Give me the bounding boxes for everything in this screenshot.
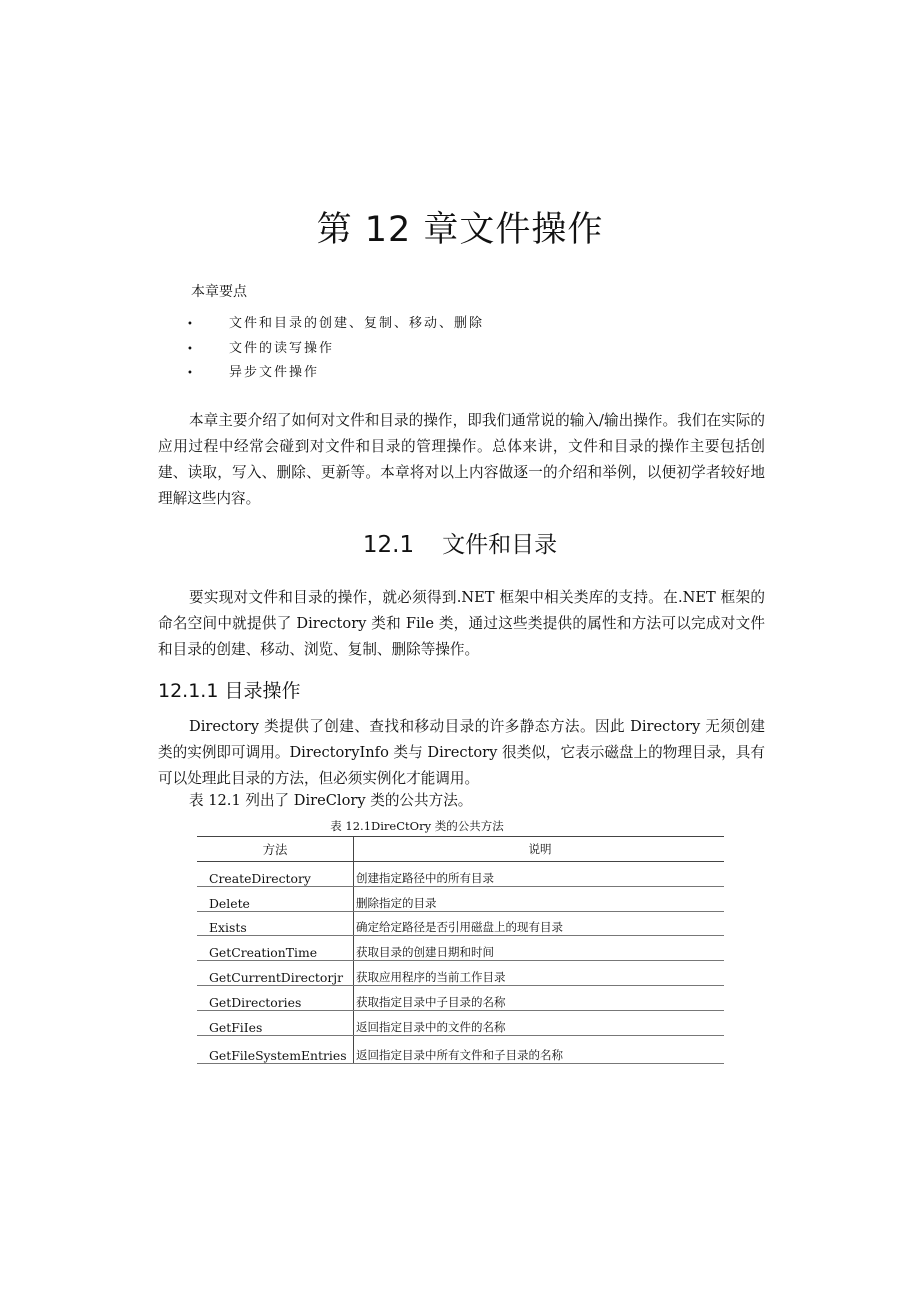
method-name: GetCreationTime	[197, 936, 354, 961]
method-name: GetDirectories	[197, 985, 354, 1010]
table-intro: 表 12.1 列出了 DireClory 类的公共方法。	[189, 792, 473, 809]
key-point-text: 文件和目录的创建、复制、移动、删除	[229, 316, 485, 331]
method-name: GetCurrentDirectorjr	[197, 961, 354, 986]
subsection-paragraph: Directory 类提供了创建、查找和移动目录的许多静态方法。因此 Directory 无须创建类的实例即可调用。DirectoryInfo 类与 Directory 很类似，它表示磁盘上的物理目录，具有可以处理此目录的方法，但必须实例化才能调用。	[158, 718, 765, 787]
bullet-icon: •	[187, 368, 193, 379]
method-description: 返回指定目录中所有文件和子目录的名称	[354, 1035, 725, 1063]
key-point-item	[187, 361, 484, 386]
intro-paragraph: 本章主要介绍了如何对文件和目录的操作，即我们通常说的输入/输出操作。我们在实际的应用过程中经常会碰到对文件和目录的管理操作。总体来讲，文件和目录的操作主要包括创建、读取，写入、删除、更新等。本章将对以上内容做逐一的介绍和举例，以便初学者较好地理解这些内容。	[158, 412, 765, 507]
table-header-row	[197, 837, 724, 862]
subsection-heading: 12.1.1 目录操作	[158, 680, 301, 702]
table-row	[197, 936, 724, 961]
method-description: 创建指定路径中的所有目录	[354, 862, 725, 887]
bullet-icon: •	[187, 343, 193, 355]
method-description: 获取应用程序的当前工作目录	[354, 961, 725, 986]
header-method: 方法	[197, 837, 354, 862]
method-name: Delete	[197, 886, 354, 911]
key-point-text: 文件的读写操作	[229, 340, 335, 356]
method-name: Exists	[197, 911, 354, 936]
method-description: 删除指定的目录	[354, 886, 725, 911]
table-row	[197, 862, 724, 887]
method-description: 返回指定目录中的文件的名称	[354, 1010, 725, 1035]
key-point-item	[187, 312, 484, 337]
section-paragraph: 要实现对文件和目录的操作，就必须得到.NET 框架中相关类库的支持。在.NET 框架的命名空间中就提供了 Directory 类和 File 类，通过这些类提供的属性和方法可以完成对文件和目录的创建、移动、浏览、复制、删除等操作。	[158, 589, 765, 658]
method-description: 获取指定目录中子目录的名称	[354, 985, 725, 1010]
table-row	[197, 1010, 724, 1035]
chapter-title: 第 12 章文件操作	[316, 210, 604, 250]
method-name: GetFiIes	[197, 1010, 354, 1035]
method-description: 确定给定路径是否引用磁盘上的现有目录	[354, 911, 725, 936]
table-caption: 表 12.1DireCtOry 类的公共方法	[330, 819, 504, 833]
method-name: GetFileSystemEntries	[197, 1035, 354, 1063]
key-points-heading: 本章要点	[191, 284, 247, 300]
section-number: 12.1	[362, 532, 415, 558]
key-points-list	[187, 312, 484, 386]
method-name: CreateDirectory	[197, 862, 354, 887]
methods-table	[197, 836, 724, 1064]
table-row	[197, 886, 724, 911]
table-row	[197, 985, 724, 1010]
header-description: 说明	[354, 837, 725, 862]
key-point-item	[187, 337, 484, 362]
key-point-text: 异步文件操作	[229, 365, 320, 380]
bullet-icon: •	[187, 319, 193, 330]
method-description: 获取目录的创建日期和时间	[354, 936, 725, 961]
section-title: 文件和目录	[442, 532, 558, 558]
section-heading	[0, 528, 920, 562]
table-row	[197, 911, 724, 936]
table-row	[197, 1035, 724, 1063]
table-row	[197, 961, 724, 986]
